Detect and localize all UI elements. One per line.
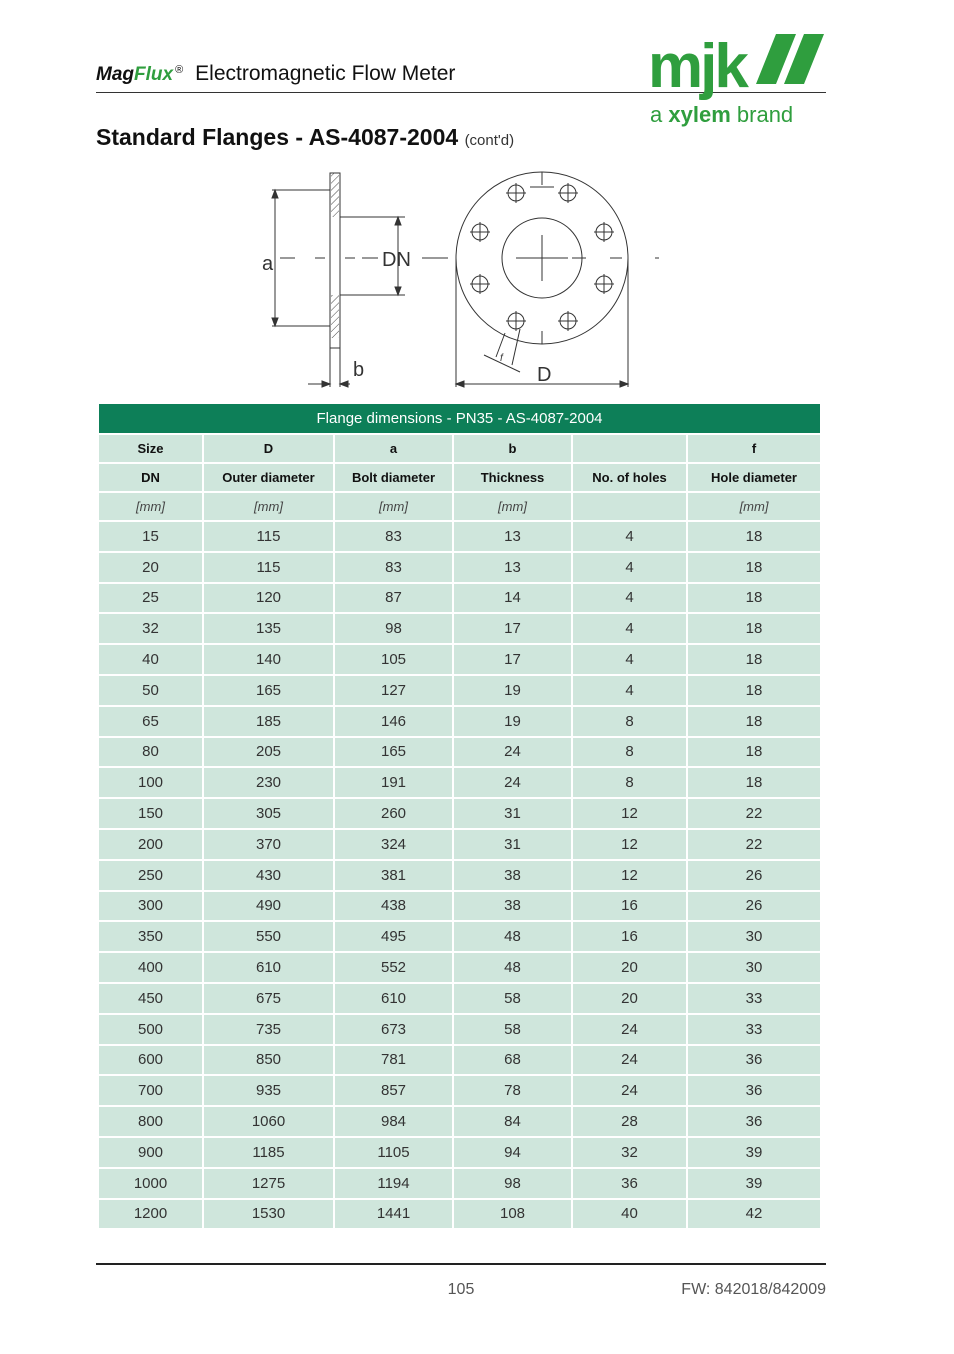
bolt-hole [594,274,614,294]
table-cell: 28 [573,1107,686,1136]
table-cell: 120 [204,584,333,613]
table-row [99,1107,820,1136]
table-cell: 22 [688,799,820,828]
table-cell: 36 [573,1169,686,1198]
table-row [99,738,820,767]
table-cell: 4 [573,645,686,674]
table-cell: 42 [688,1200,820,1229]
table-cell: 22 [688,830,820,859]
table-cell: 33 [688,1015,820,1044]
arrow-d-right [620,381,628,387]
table-cell: 18 [688,522,820,551]
table-cell: No. of holes [573,464,686,491]
table-cell: 552 [335,953,452,982]
table-cell: 20 [573,953,686,982]
table-cell [573,435,686,462]
table-cell: 68 [454,1046,571,1075]
table-cell: 40 [573,1200,686,1229]
table-cell: 115 [204,522,333,551]
table-cell: 18 [688,645,820,674]
label-b: b [353,359,365,381]
table-cell: 26 [688,892,820,921]
logo-wordmark: mjk [648,32,746,101]
table-cell: 83 [335,553,452,582]
table-row [99,953,820,982]
bolt-hole [594,222,614,242]
brand-flux: Flux [134,64,174,85]
table-cell: 8 [573,738,686,767]
leader-line-f-2 [512,329,520,365]
table-cell: 36 [688,1046,820,1075]
table-cell: f [688,435,820,462]
table-row [99,984,820,1013]
table-cell: 675 [204,984,333,1013]
arrow-a-top [272,190,278,198]
table-cell: 250 [99,861,202,890]
table-cell: 935 [204,1076,333,1105]
table-row [99,861,820,890]
table-cell: 12 [573,799,686,828]
brand-registered-mark: ® [175,64,184,76]
table-cell: 205 [204,738,333,767]
flange-dimensions-table [97,402,822,1230]
table-row [99,1046,820,1075]
bolt-hole [470,274,490,294]
table-cell: 26 [688,861,820,890]
bolt-hole [506,311,526,331]
table-cell: 30 [688,953,820,982]
arrow-d-left [456,381,464,387]
header-title: Electromagnetic Flow Meter [195,62,456,85]
table-cell: 16 [573,922,686,951]
table-row [99,892,820,921]
table-cell: 400 [99,953,202,982]
label-a: a [262,253,274,275]
table-cell: 610 [204,953,333,982]
table-cell: 700 [99,1076,202,1105]
table-cell: 36 [688,1107,820,1136]
table-cell: 18 [688,707,820,736]
table-cell: 48 [454,953,571,982]
table-cell: 94 [454,1138,571,1167]
flange-front-view [456,172,659,387]
table-cell: 735 [204,1015,333,1044]
table-cell: 1105 [335,1138,452,1167]
table-cell: 80 [99,738,202,767]
table-cell: 260 [335,799,452,828]
table-row [99,614,820,643]
table-cell: 13 [454,522,571,551]
table-cell: 4 [573,522,686,551]
table-cell: 1530 [204,1200,333,1229]
label-dn: DN [382,249,411,271]
table-cell: 17 [454,645,571,674]
table-cell: 200 [99,830,202,859]
table-cell: 18 [688,553,820,582]
table-cell: 19 [454,707,571,736]
hatch-bottom [331,295,339,338]
table-cell: 1275 [204,1169,333,1198]
table-cell: 146 [335,707,452,736]
table-cell: 31 [454,799,571,828]
table-cell: 781 [335,1046,452,1075]
table-header-codes-row [99,435,820,462]
table-cell: 12 [573,830,686,859]
table-cell: 20 [99,553,202,582]
table-cell: a [335,435,452,462]
table-cell: 550 [204,922,333,951]
table-cell: 900 [99,1138,202,1167]
table-cell: b [454,435,571,462]
table-cell: 1441 [335,1200,452,1229]
table-row [99,707,820,736]
table-row [99,1015,820,1044]
table-cell: 450 [99,984,202,1013]
table-cell: 31 [454,830,571,859]
table-cell: 438 [335,892,452,921]
table-cell: 185 [204,707,333,736]
bolt-hole [558,311,578,331]
table-cell: 84 [454,1107,571,1136]
table-cell: 1185 [204,1138,333,1167]
table-cell: D [204,435,333,462]
table-cell: 1000 [99,1169,202,1198]
table-row [99,768,820,797]
table-cell: 500 [99,1015,202,1044]
table-cell: 58 [454,984,571,1013]
table-cell: 490 [204,892,333,921]
table-cell: [mm] [688,493,820,520]
table-cell: 857 [335,1076,452,1105]
table-cell: 12 [573,861,686,890]
mjk-xylem-logo [648,32,828,130]
footer-rule [96,1263,826,1265]
arrow-dn-top [395,217,401,225]
table-cell: 324 [335,830,452,859]
page-number: 105 [447,1281,475,1298]
table-cell: 191 [335,768,452,797]
table-cell: 1060 [204,1107,333,1136]
table-cell: 83 [335,522,452,551]
table-row [99,1076,820,1105]
table-cell: 30 [688,922,820,951]
table-cell: [mm] [335,493,452,520]
table-cell: 20 [573,984,686,1013]
table-cell: 17 [454,614,571,643]
table-row [99,1169,820,1198]
table-cell: 350 [99,922,202,951]
table-cell: 18 [688,676,820,705]
table-cell: 50 [99,676,202,705]
bolt-hole [506,183,526,203]
arrow-dn-bottom [395,287,401,295]
table-cell: 850 [204,1046,333,1075]
table-cell: 18 [688,614,820,643]
flange-diagram [250,165,670,390]
table-cell: 19 [454,676,571,705]
table-cell: 40 [99,645,202,674]
bolt-hole [470,222,490,242]
table-cell: 24 [573,1046,686,1075]
table-cell: 4 [573,614,686,643]
table-cell: 58 [454,1015,571,1044]
section-title-text: Standard Flanges - AS-4087-2004 [96,124,459,150]
hatch-top [331,173,339,217]
table-banner: Flange dimensions - PN35 - AS-4087-2004 [99,404,820,433]
table-cell: [mm] [454,493,571,520]
table-cell: 33 [688,984,820,1013]
table-cell: 165 [335,738,452,767]
section-title-cont: (cont'd) [464,132,515,149]
table-cell: 4 [573,553,686,582]
table-cell: 32 [99,614,202,643]
table-cell: Hole diameter [688,464,820,491]
table-cell: 165 [204,676,333,705]
table-cell: 38 [454,861,571,890]
table-banner-row [99,404,820,433]
table-row [99,1200,820,1229]
table-cell: 78 [454,1076,571,1105]
table-cell: 18 [688,768,820,797]
table-cell: 610 [335,984,452,1013]
table-row [99,799,820,828]
table-cell: 230 [204,768,333,797]
table-row [99,1138,820,1167]
table-cell: 32 [573,1138,686,1167]
table-cell: 39 [688,1169,820,1198]
table-cell: Bolt diameter [335,464,452,491]
table-cell: 25 [99,584,202,613]
table-cell: 36 [688,1076,820,1105]
table-cell: DN [99,464,202,491]
table-units-row [99,493,820,520]
table-cell: 115 [204,553,333,582]
table-cell: 600 [99,1046,202,1075]
table-cell: 300 [99,892,202,921]
table-cell: 673 [335,1015,452,1044]
section-title [96,124,514,151]
table-cell: 4 [573,676,686,705]
table-cell: 105 [335,645,452,674]
table-cell: 24 [573,1015,686,1044]
table-cell: 8 [573,707,686,736]
arrow-a-bottom [272,318,278,326]
table-cell: 108 [454,1200,571,1229]
table-cell: 16 [573,892,686,921]
table-cell: 800 [99,1107,202,1136]
table-cell: 24 [454,768,571,797]
table-cell: 15 [99,522,202,551]
table-row [99,830,820,859]
flange-side-view [272,173,448,387]
table-cell: 1200 [99,1200,202,1229]
table-cell: 127 [335,676,452,705]
table-row [99,584,820,613]
table-cell: 98 [335,614,452,643]
table-cell: Size [99,435,202,462]
table-cell: 370 [204,830,333,859]
table-cell [573,493,686,520]
table-cell: 24 [454,738,571,767]
logo-tagline: a xylem brand [650,102,794,127]
brand-mag: Mag [96,64,134,85]
table-cell: 135 [204,614,333,643]
table-row [99,645,820,674]
table-cell: [mm] [204,493,333,520]
table-row [99,522,820,551]
table-cell: 87 [335,584,452,613]
arrow-b-left [322,381,330,387]
table-cell: 24 [573,1076,686,1105]
bolt-hole [558,183,578,203]
table-cell: 430 [204,861,333,890]
table-cell: 98 [454,1169,571,1198]
table-cell: 150 [99,799,202,828]
table-cell: 100 [99,768,202,797]
fw-reference: FW: 842018/842009 [681,1281,826,1298]
document-header [96,62,455,92]
table-cell: 18 [688,738,820,767]
table-row [99,922,820,951]
table-cell: 381 [335,861,452,890]
table-row [99,553,820,582]
table-header-names-row [99,464,820,491]
label-f: f [500,353,503,364]
table-cell: 305 [204,799,333,828]
table-cell: Outer diameter [204,464,333,491]
table-cell: Thickness [454,464,571,491]
table-cell: 4 [573,584,686,613]
table-cell: 39 [688,1138,820,1167]
table-cell: 14 [454,584,571,613]
table-row [99,676,820,705]
label-d: D [537,364,552,386]
table-cell: 18 [688,584,820,613]
table-cell: 1194 [335,1169,452,1198]
table-cell: 65 [99,707,202,736]
table-cell: 13 [454,553,571,582]
arrow-b-right [340,381,348,387]
table-cell: 495 [335,922,452,951]
table-cell: 38 [454,892,571,921]
table-cell: [mm] [99,493,202,520]
table-cell: 8 [573,768,686,797]
table-cell: 984 [335,1107,452,1136]
table-cell: 48 [454,922,571,951]
table-cell: 140 [204,645,333,674]
